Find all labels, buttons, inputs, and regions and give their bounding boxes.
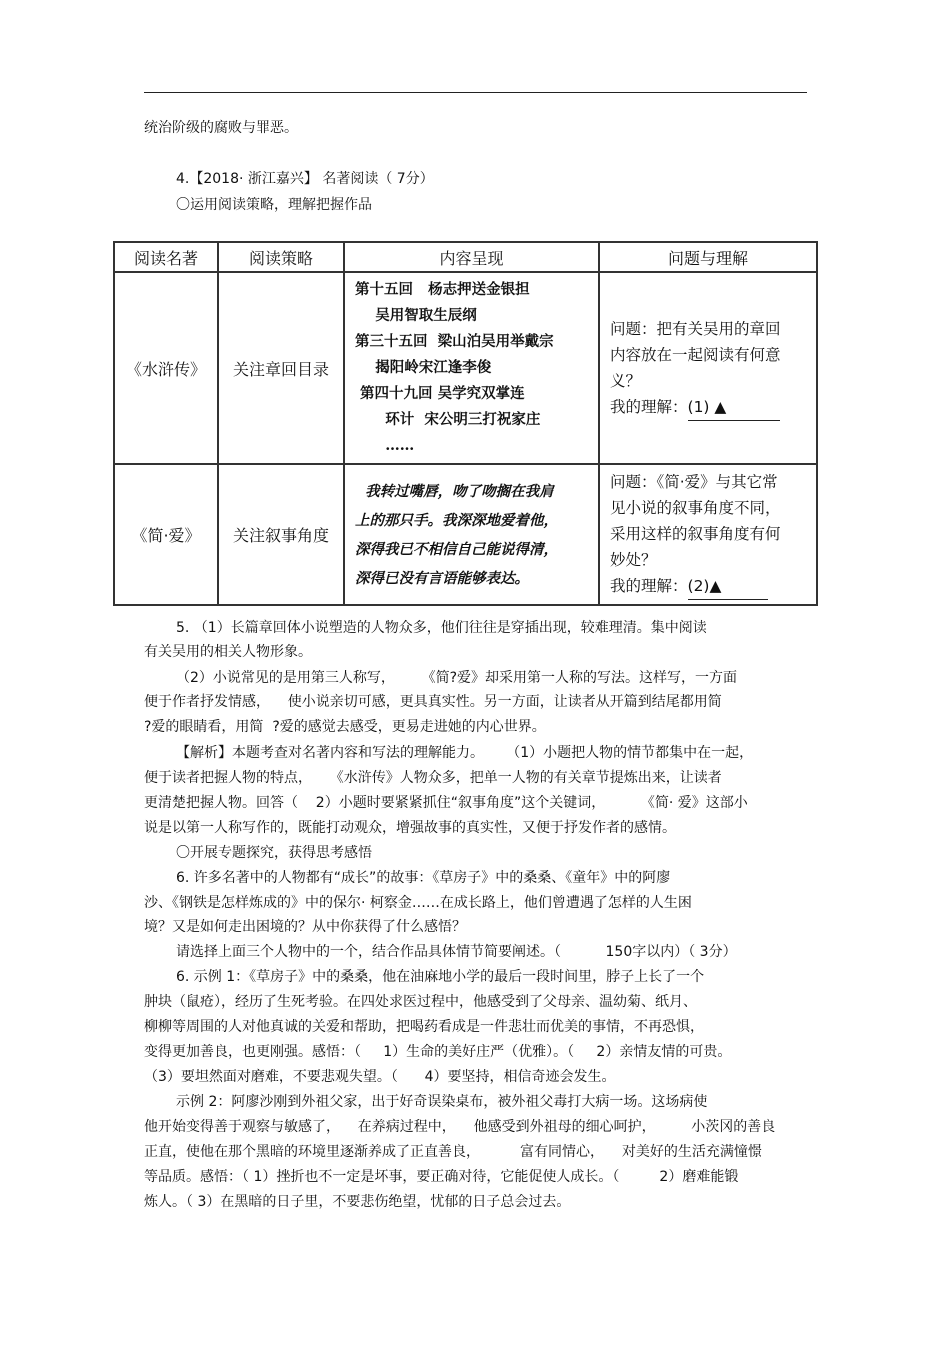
book-name: 《水浒传》 xyxy=(114,272,218,464)
example-2-line: 炼人。（ 3）在黑暗的日子里，不要悲伤绝望，忧郁的日子总会过去。 xyxy=(144,1194,571,1210)
reading-strategy: 关注章回目录 xyxy=(218,272,344,464)
question-line: 内容放在一起阅读有何意 xyxy=(610,345,781,364)
quote-line: 深得我已不相信自己能说得清， xyxy=(355,540,558,558)
question-6-line: 沙、《钢铁是怎样炼成的》中的保尔· 柯察金……在成长路上，他们曾遭遇了怎样的人生困 xyxy=(144,895,692,911)
top-line: 统治阶级的腐败与罪恶。 xyxy=(144,120,298,136)
table-row xyxy=(114,464,817,605)
q4-strategy: 〇运用阅读策略，理解把握作品 xyxy=(176,197,372,213)
analysis-line: 说是以第一人称写作的，既能打动观众，增强故事的真实性，又便于抒发作者的感情。 xyxy=(144,820,676,836)
topic-heading: 〇开展专题探究，获得思考感悟 xyxy=(176,845,372,861)
question-cell xyxy=(599,272,817,464)
answer-label: 我的理解： xyxy=(610,397,688,416)
answer-5-1-line: 5. （1）长篇章回体小说塑造的人物众多，他们往往是穿插出现，较难理清。集中阅读 xyxy=(176,620,707,636)
reading-strategy: 关注叙事角度 xyxy=(218,464,344,605)
chapter-line: 吴用智取生辰纲 xyxy=(355,307,477,324)
question-line: 义？ xyxy=(610,371,642,390)
example-2-line: 正直，使他在那个黑暗的环境里逐渐养成了正直善良， 富有同情心， 对美好的生活充满憧憬 xyxy=(144,1144,762,1160)
table-header: 阅读策略 xyxy=(218,242,344,272)
table-header: 内容呈现 xyxy=(344,242,599,272)
reading-table xyxy=(113,241,818,606)
answer-label: 我的理解： xyxy=(610,577,688,595)
answer-5-2-line: ?爱的眼睛看，用简 ?爱的感觉去感受，更易走进她的内心世界。 xyxy=(144,719,546,735)
question-line: 问题：《简·爱》与其它常 xyxy=(610,473,778,491)
book-name: 《简·爱》 xyxy=(114,464,218,605)
example-2-line: 示例 2：阿廖沙刚到外祖父家，出于好奇误染桌布，被外祖父毒打大病一场。这场病使 xyxy=(176,1094,708,1110)
answer-5-2-line: （2）小说常见的是用第三人称写， 《简?爱》却采用第一人称的写法。这样写，一方面 xyxy=(176,670,738,686)
quote-line: 上的那只手。我深深地爱着他， xyxy=(355,511,558,529)
quote-line: 我转过嘴唇，吻了吻搁在我肩 xyxy=(355,482,554,500)
answer-line xyxy=(610,573,810,600)
analysis-line: 便于读者把握人物的特点， 《水浒传》人物众多，把单一人物的有关章节提炼出来，让读者 xyxy=(144,770,722,786)
chapter-line: …… xyxy=(355,437,415,454)
example-1-line: 变得更加善良，也更刚强。感悟：（ 1）生命的美好庄严（优雅）。（ 2）亲情友情的可贵。 xyxy=(144,1044,732,1060)
question-line: 采用这样的叙事角度有何 xyxy=(610,525,781,543)
example-1-line: 肿块（鼠疮），经历了生死考验。在四处求医过程中，他感受到了父母亲、温幼菊、纸月、 xyxy=(144,994,697,1010)
table-header-row xyxy=(114,242,817,272)
question-line: 妙处？ xyxy=(610,551,657,569)
analysis-line: 【解析】本题考查对名著内容和写法的理解能力。 （1）小题把人物的情节都集中在一起， xyxy=(176,745,754,761)
question-line: 见小说的叙事角度不同， xyxy=(610,499,781,517)
example-2-line: 等品质。感悟：（ 1）挫折也不一定是坏事，要正确对待，它能促使人成长。（ 2）磨难能锻 xyxy=(144,1169,739,1185)
quote-line: 深得已没有言语能够表达。 xyxy=(355,569,529,587)
table-header: 阅读名著 xyxy=(114,242,218,272)
chapter-line: 揭阳岭宋江逢李俊 xyxy=(355,359,492,376)
chapter-line: 第三十五回 梁山泊吴用举戴宗 xyxy=(355,333,554,350)
chapter-line: 第十五回 杨志押送金银担 xyxy=(355,281,530,298)
answer-blank: (1) ▲ xyxy=(688,394,780,421)
answer-line xyxy=(610,394,810,421)
question-6-line: 境？又是如何走出困境的？从中你获得了什么感悟？ xyxy=(144,919,466,935)
example-1-line: 6. 示例 1：《草房子》中的桑桑，他在油麻地小学的最后一段时间里，脖子上长了一个 xyxy=(176,969,705,985)
table-header: 问题与理解 xyxy=(599,242,817,272)
header-rule xyxy=(144,92,807,93)
chapter-line: 环计 宋公明三打祝家庄 xyxy=(355,411,541,428)
content-cell xyxy=(344,272,599,464)
chapter-line: 第四十九回 吴学究双掌连 xyxy=(355,385,525,402)
question-line: 问题：把有关吴用的章回 xyxy=(610,319,781,338)
content-cell xyxy=(344,464,599,605)
question-6-line: 6. 许多名著中的人物都有“成长”的故事：《草房子》中的桑桑、《童年》中的阿廖 xyxy=(176,870,671,886)
example-1-line: 柳柳等周围的人对他真诚的关爱和帮助，把喝药看成是一件悲壮而优美的事情，不再恐惧， xyxy=(144,1019,704,1035)
question-6-line: 请选择上面三个人物中的一个，结合作品具体情节简要阐述。（ 150字以内）（ 3分） xyxy=(176,944,737,960)
answer-5-1-line: 有关吴用的相关人物形象。 xyxy=(144,644,312,660)
table-row xyxy=(114,272,817,464)
example-1-line: （3）要坦然面对磨难，不要悲观失望。（ 4）要坚持，相信奇迹会发生。 xyxy=(144,1069,616,1085)
example-2-line: 他开始变得善于观察与敏感了， 在养病过程中， 他感受到外祖母的细心呵护， 小茨冈的善良 xyxy=(144,1119,776,1135)
question-cell xyxy=(599,464,817,605)
answer-blank: (2)▲ xyxy=(688,573,768,600)
analysis-line: 更清楚把握人物。回答（ 2）小题时要紧紧抓住“叙事角度”这个关键词， 《简· 爱》这部小 xyxy=(144,795,748,811)
answer-5-2-line: 便于作者抒发情感， 使小说亲切可感，更具真实性。另一方面，让读者从开篇到结尾都用简 xyxy=(144,694,722,710)
q4-title: 4.【2018· 浙江嘉兴】 名著阅读（ 7分） xyxy=(176,171,434,187)
